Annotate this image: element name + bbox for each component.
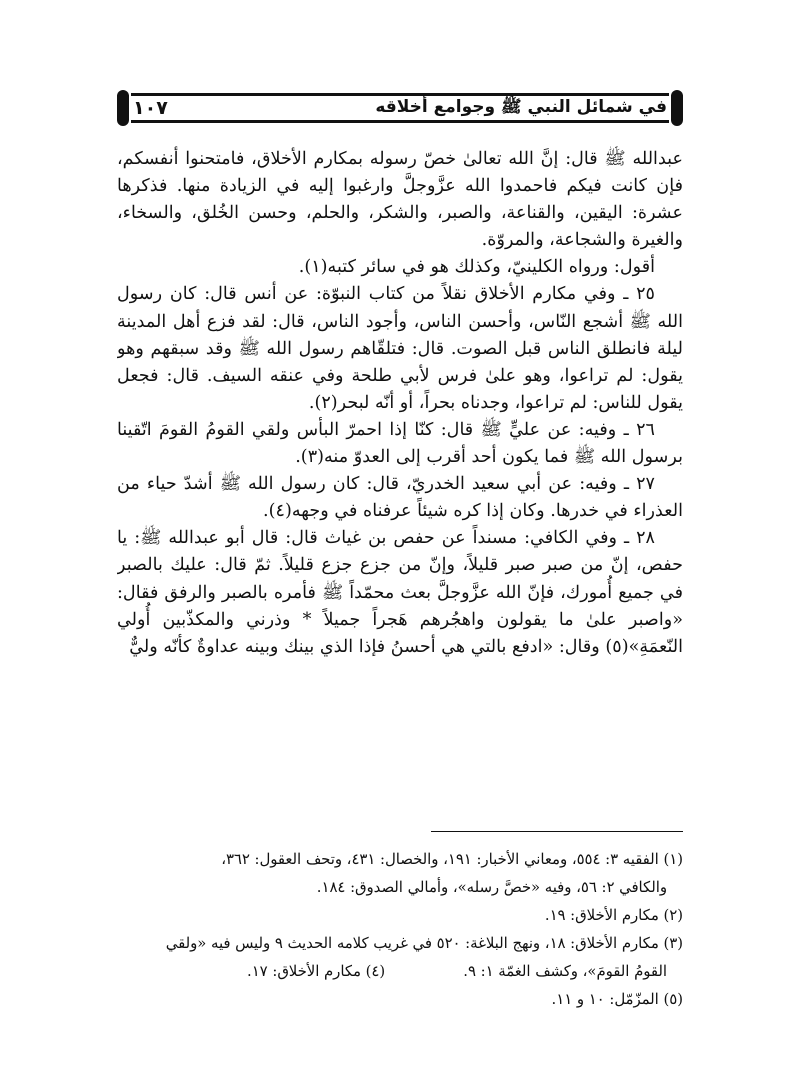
header-right-ornament	[671, 90, 683, 126]
header-top-rule	[131, 93, 669, 96]
hadith-26: ٢٦ ـ وفيه: عن عليٍّ ﷺ قال: كنّا إذا احمرّ البأس ولقي القومُ القومَ اتّقينا برسول الله ﷺ فما يكون أحد أقرب إلى العدوّ منه(٣).	[117, 419, 683, 468]
page-header	[117, 90, 683, 126]
footnote-1-continued: والكافي ٢: ٥٦، وفيه «خصَّ رسله»، وأمالي الصدوق: ١٨٤.	[316, 879, 667, 896]
header-left-ornament	[117, 90, 129, 126]
footnote-1: (١) الفقيه ٣: ٥٥٤، ومعاني الأخبار: ١٩١، والخصال: ٤٣١، وتحف العقول: ٣٦٢،	[221, 851, 683, 868]
hadith-27: ٢٧ ـ وفيه: عن أبي سعيد الخدريّ، قال: كان رسول الله ﷺ أشدّ حياء من العذراء في خدرها. وكان إذا كره شيئاً عرفناه في وجهه(٤).	[117, 474, 683, 522]
header-bottom-rule	[131, 120, 669, 123]
footnote-3: (٣) مكارم الأخلاق: ١٨، ونهج البلاغة: ٥٢٠ في غريب كلامه الحديث ٩ وليس فيه «ولقي	[165, 935, 683, 952]
footnote-separator	[431, 831, 683, 832]
paragraph-2: أقول: ورواه الكلينيّ، وكذلك هو في سائر كتبه(١).	[298, 257, 655, 278]
running-title: في شمائل النبي ﷺ وجوامع أخلاقه	[375, 96, 667, 117]
footnote-3-continued: القومُ القومَ»، وكشف الغمّة ١: ٩.	[463, 963, 667, 980]
footnote-5: (٥) المزّمّل: ١٠ و ١١.	[551, 991, 683, 1008]
footnote-2: (٢) مكارم الأخلاق: ١٩.	[544, 907, 683, 924]
footnote-4: (٤) مكارم الأخلاق: ١٧.	[247, 963, 386, 980]
main-text	[117, 146, 683, 794]
paragraph-1: عبدالله ﷺ قال: إنَّ الله تعالىٰ خصّ رسوله بمكارم الأخلاق، فامتحنوا أنفسكم، فإن كانت فيكم فاحمدوا الله عزَّوجلَّ وارغبوا إليه في الزيادة منها. فذكرها عشرة: اليقين، والقناعة، والصبر، والشكر، والحلم، وحسن الخُلق، والسخاء، والغيرة والشجاعة، والمروّة.	[117, 149, 683, 251]
footnotes	[117, 846, 683, 1014]
hadith-28: ٢٨ ـ وفي الكافي: مسنداً عن حفص بن غياث قال: قال أبو عبدالله ﷺ: يا حفص، إنّ من صبر صبر قليلاً، وإنّ من جزع جزع قليلاً. ثمّ قال: عليك بالصبر في جميع أُمورك، فإنّ الله عزَّوجلَّ بعث محمّداً ﷺ فأمره بالصبر والرفق فقال: «واصبر علىٰ ما يقولون واهجُرهم هَجراً جميلاً * وذرني والمكذّبين أُولي النّعمَةِ»(٥) وقال: «ادفع بالتي هي أحسنُ فإذا الذي بينك وبينه عداوةٌ كأنّه وليٌّ	[117, 528, 683, 657]
footnote-row	[117, 958, 683, 986]
page-number: ١٠٧	[133, 97, 168, 119]
hadith-25: ٢٥ ـ وفي مكارم الأخلاق نقلاً من كتاب النبوّة: عن أنس قال: كان رسول الله ﷺ أشجع النّاس، وأحسن الناس، وأجود الناس، قال: لقد فزع أهل المدينة ليلة فانطلق الناس قبل الصوت. قال: فتلقّاهم رسول الله ﷺ وقد سبقهم وهو يقول: لم تراعوا، وهو علىٰ فرس لأبي طلحة وفي عنقه السيف. قال: فجعل يقول للناس: لم تراعوا، وجدناه بحراً، أو أنّه لبحر(٢).	[117, 284, 683, 413]
